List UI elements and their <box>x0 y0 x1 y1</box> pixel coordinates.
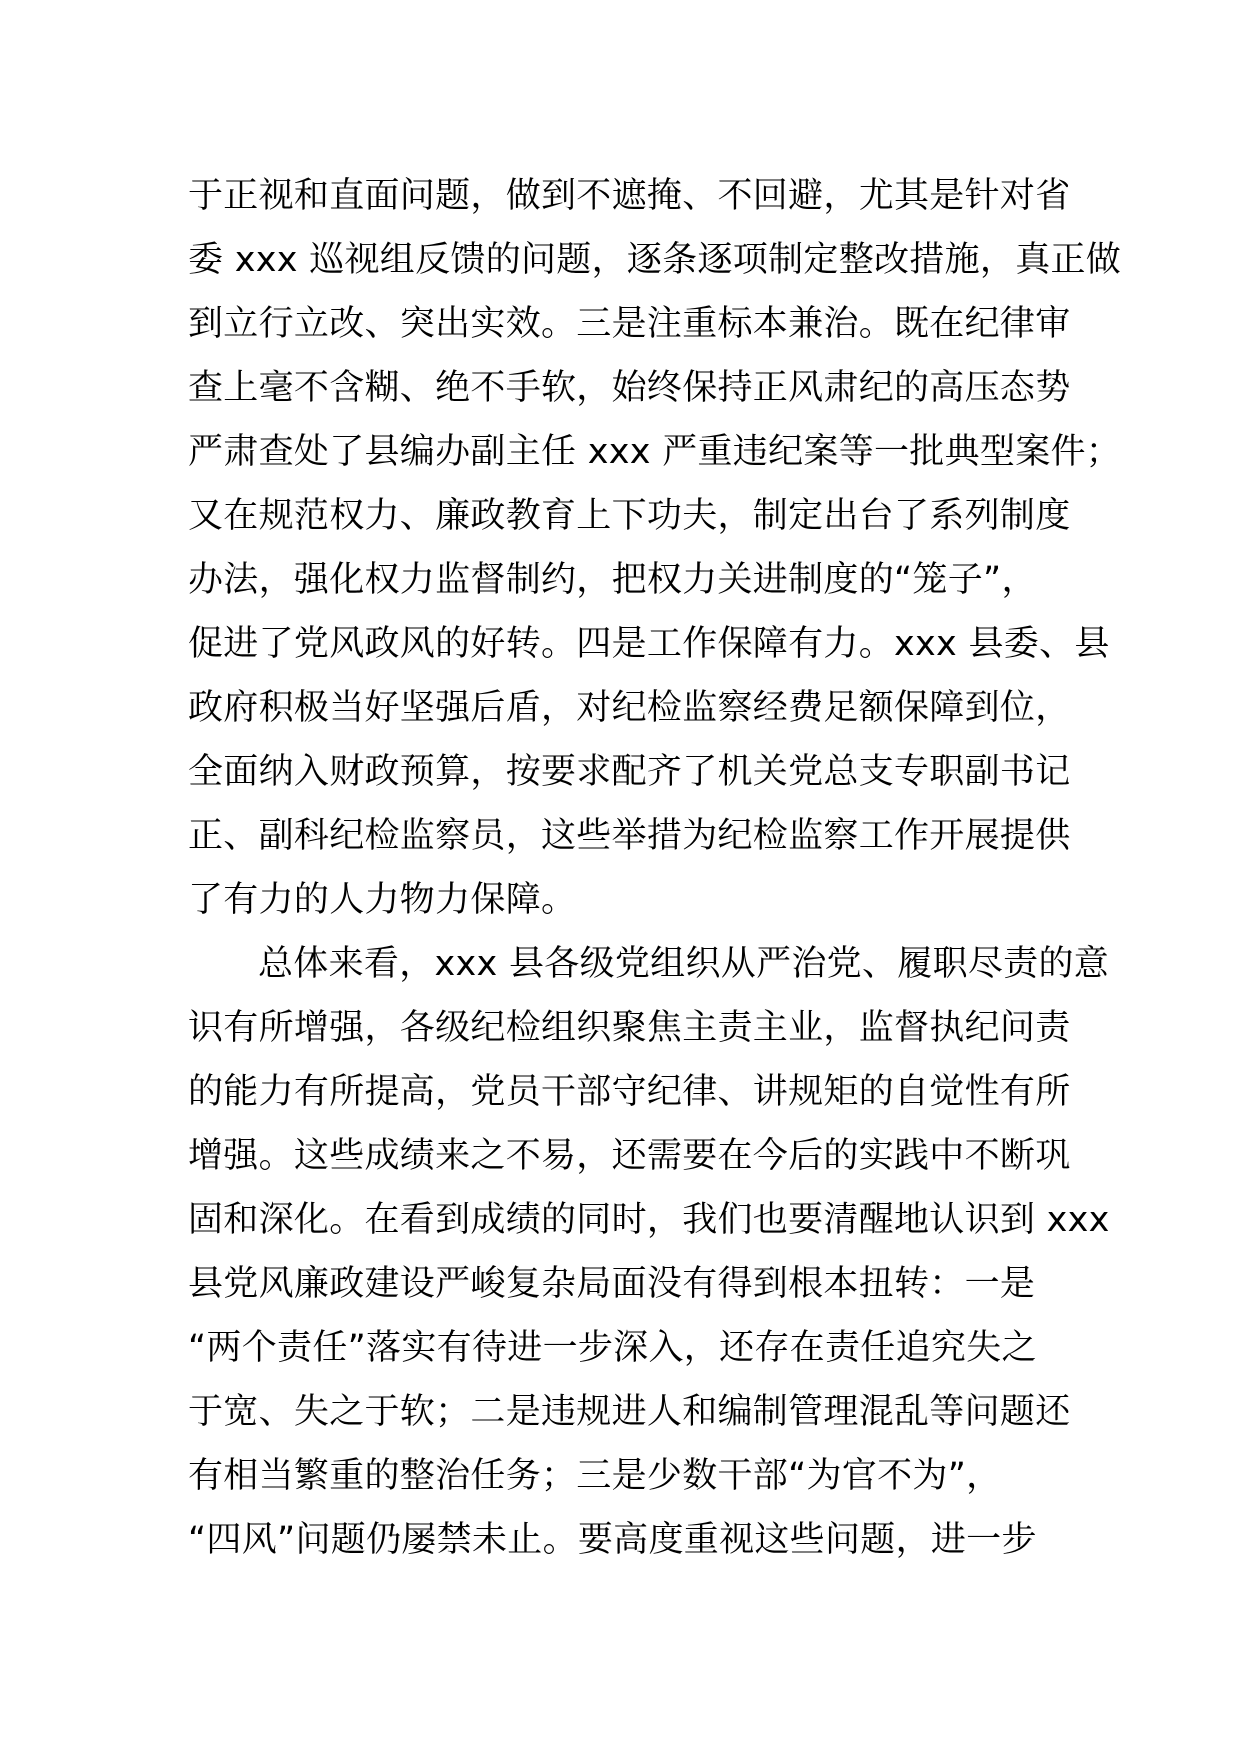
text-line-18: 县党风廉政建设严峻复杂局面没有得到根本扭转：一是 <box>188 1264 1036 1304</box>
text-line-1: 于正视和直面问题，做到不遮掩、不回避，尤其是针对省 <box>188 176 1071 216</box>
text-line-22: “四风”问题仍屡禁未止。要高度重视这些问题，进一步 <box>188 1520 1037 1560</box>
text-line-14: 识有所增强，各级纪检组织聚焦主责主业，监督执纪问责 <box>188 1008 1071 1048</box>
text-line-2: 委 xxx 巡视组反馈的问题，逐条逐项制定整改措施，真正做 <box>188 240 1122 280</box>
text-line-5: 严肃查处了县编办副主任 xxx 严重违纪案等一批典型案件； <box>188 432 1122 472</box>
text-line-19: “两个责任”落实有待进一步深入，还存在责任追究失之 <box>188 1328 1037 1368</box>
text-line-9: 政府积极当好坚强后盾，对纪检监察经费足额保障到位， <box>188 688 1071 728</box>
text-line-7: 办法，强化权力监督制约，把权力关进制度的“笼子”， <box>188 560 1037 600</box>
text-line-11: 正、副科纪检监察员，这些举措为纪检监察工作开展提供 <box>188 816 1071 856</box>
text-line-10: 全面纳入财政预算，按要求配齐了机关党总支专职副书记 <box>188 752 1071 792</box>
text-line-12: 了有力的人力物力保障。 <box>188 880 577 920</box>
text-line-8: 促进了党风政风的好转。四是工作保障有力。xxx 县委、县 <box>188 624 1110 664</box>
text-line-21: 有相当繁重的整治任务；三是少数干部“为官不为”， <box>188 1456 1002 1496</box>
text-line-15: 的能力有所提高，党员干部守纪律、讲规矩的自觉性有所 <box>188 1072 1071 1112</box>
body-text <box>188 164 1122 1572</box>
text-line-20: 于宽、失之于软；二是违规进人和编制管理混乱等问题还 <box>188 1392 1071 1432</box>
paragraph-start-line: 总体来看，xxx 县各级党组织从严治党、履职尽责的意 <box>258 944 1110 984</box>
text-line-4: 查上毫不含糊、绝不手软，始终保持正风肃纪的高压态势 <box>188 368 1071 408</box>
text-line-17: 固和深化。在看到成绩的同时，我们也要清醒地认识到 xxx <box>188 1200 1110 1240</box>
text-line-6: 又在规范权力、廉政教育上下功夫，制定出台了系列制度 <box>188 496 1071 536</box>
text-line-16: 增强。这些成绩来之不易，还需要在今后的实践中不断巩 <box>188 1136 1071 1176</box>
text-line-3: 到立行立改、突出实效。三是注重标本兼治。既在纪律审 <box>188 304 1071 344</box>
